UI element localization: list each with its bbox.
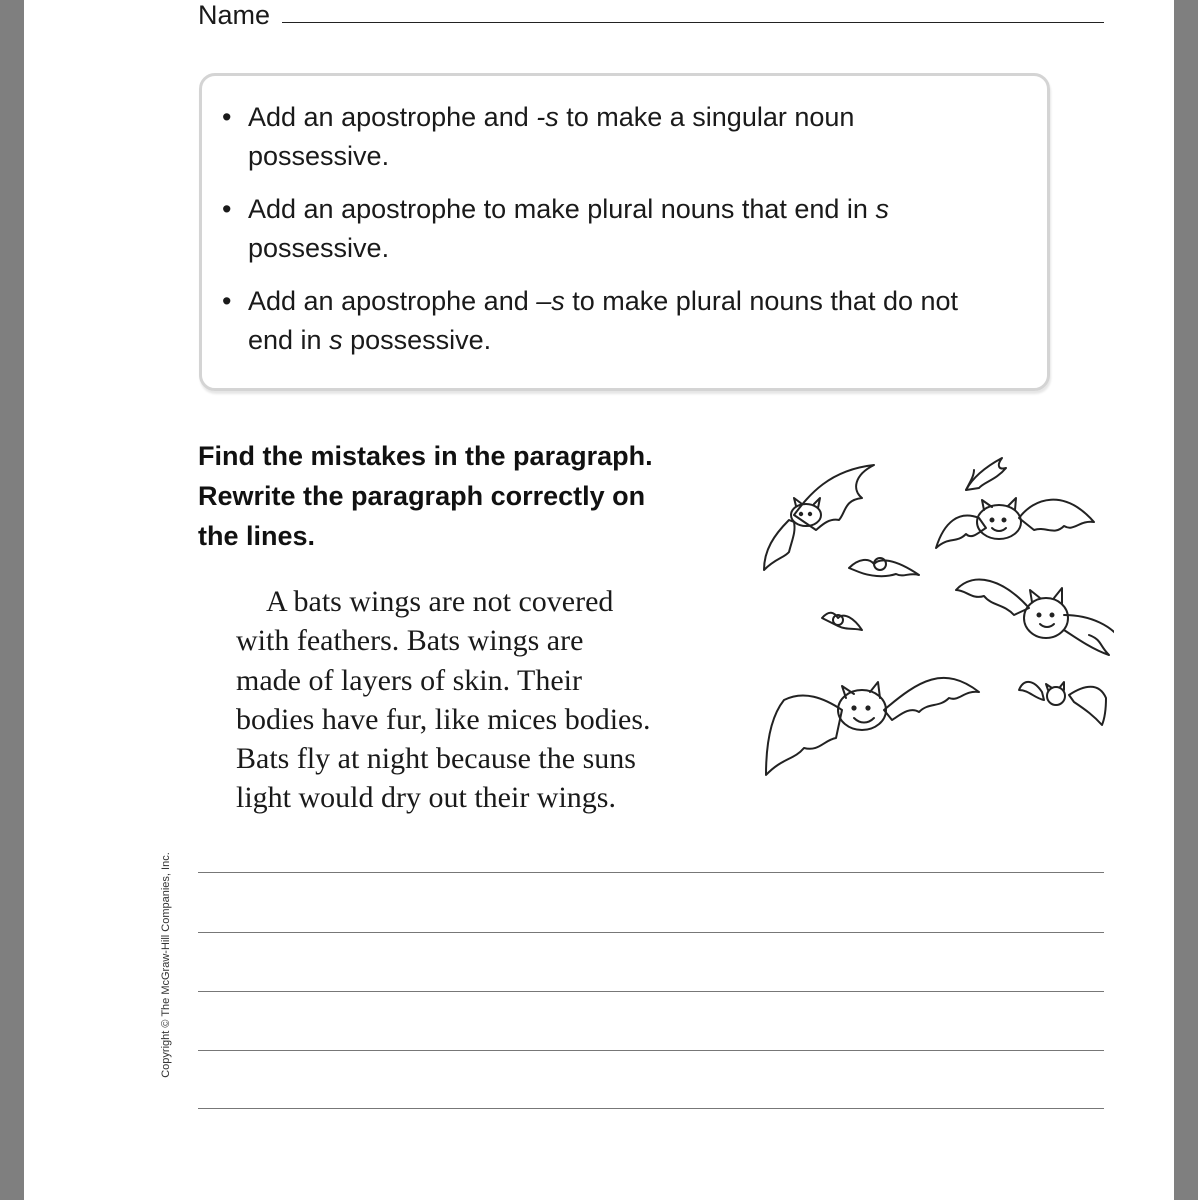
copyright-notice: Copyright © The McGraw-Hill Companies, Inc. xyxy=(160,852,172,1078)
bats-illustration xyxy=(734,440,1114,790)
bat-icon xyxy=(966,458,1006,490)
bat-icon xyxy=(936,498,1094,548)
rule-item: • Add an apostrophe and –s to make plural nouns that do not end in s possessive. xyxy=(222,282,1012,360)
name-field xyxy=(198,0,1104,32)
rule-item: • Add an apostrophe and -s to make a singular noun possessive. xyxy=(222,98,1012,176)
answer-line[interactable] xyxy=(198,872,1104,873)
worksheet-page xyxy=(24,0,1174,1200)
bat-icon xyxy=(849,558,919,576)
answer-line[interactable] xyxy=(198,932,1104,933)
answer-line[interactable] xyxy=(198,991,1104,992)
name-write-line[interactable] xyxy=(282,22,1104,23)
rules-box xyxy=(199,73,1050,391)
rule-item: • Add an apostrophe to make plural nouns that end in s possessive. xyxy=(222,190,1012,268)
bat-icon xyxy=(766,678,979,775)
answer-line[interactable] xyxy=(198,1050,1104,1051)
bat-icon xyxy=(822,613,862,630)
instructions: Find the mistakes in the paragraph. Rewrite the paragraph correctly on the lines. xyxy=(198,441,653,551)
answer-line[interactable] xyxy=(198,1108,1104,1109)
bullet-icon: • xyxy=(222,102,232,132)
error-paragraph: A bats wings are not covered with feathers. Bats wings are made of layers of skin. Their bodies have fur, like mices bodies. Bats fly at night because the suns light would dry out their wings. xyxy=(236,585,651,815)
bat-icon xyxy=(1019,682,1106,725)
bullet-icon: • xyxy=(222,286,232,316)
bullet-icon: • xyxy=(222,194,232,224)
bat-icon xyxy=(764,465,874,570)
bat-icon xyxy=(956,580,1114,655)
name-label: Name xyxy=(198,0,271,30)
